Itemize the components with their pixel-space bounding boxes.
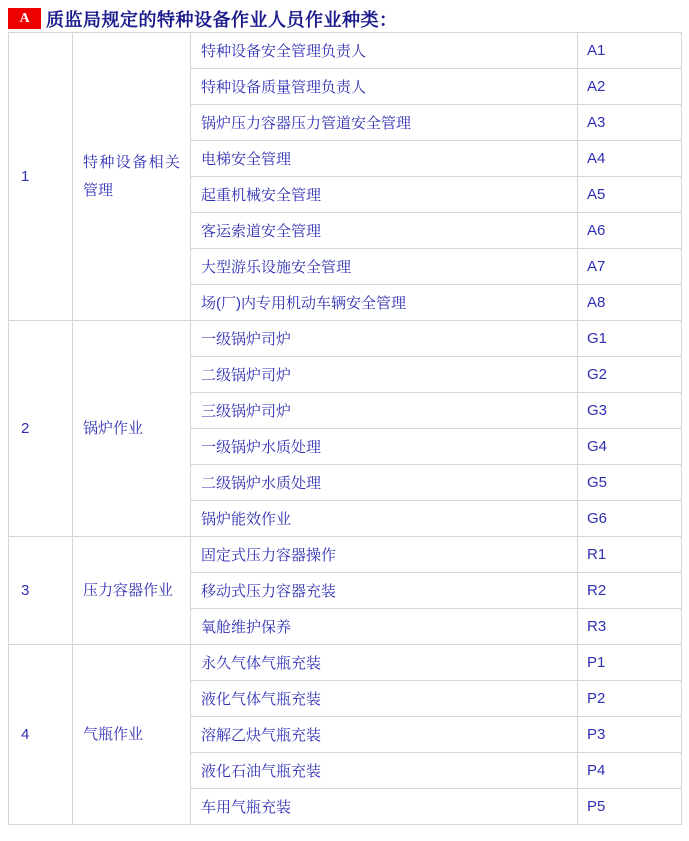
item-code-cell: R3	[578, 609, 682, 645]
table-row	[9, 321, 682, 357]
item-name-cell: 二级锅炉水质处理	[191, 465, 578, 501]
group-number-cell: 1	[9, 33, 73, 321]
item-name-cell: 一级锅炉水质处理	[191, 429, 578, 465]
item-code-cell: P5	[578, 789, 682, 825]
item-code-cell: G3	[578, 393, 682, 429]
item-code-cell: G1	[578, 321, 682, 357]
item-name-cell: 溶解乙炔气瓶充装	[191, 717, 578, 753]
item-name-cell: 场(厂)内专用机动车辆安全管理	[191, 285, 578, 321]
group-category-cell: 压力容器作业	[73, 537, 191, 645]
item-name-cell: 永久气体气瓶充装	[191, 645, 578, 681]
group-category-cell: 气瓶作业	[73, 645, 191, 825]
item-code-cell: G4	[578, 429, 682, 465]
item-name-cell: 移动式压力容器充装	[191, 573, 578, 609]
group-category-cell: 锅炉作业	[73, 321, 191, 537]
item-name-cell: 特种设备质量管理负责人	[191, 69, 578, 105]
item-name-cell: 二级锅炉司炉	[191, 357, 578, 393]
item-name-cell: 特种设备安全管理负责人	[191, 33, 578, 69]
item-code-cell: A5	[578, 177, 682, 213]
item-code-cell: A4	[578, 141, 682, 177]
table-row	[9, 537, 682, 573]
table-row	[9, 645, 682, 681]
item-code-cell: G2	[578, 357, 682, 393]
category-table	[8, 32, 682, 825]
item-code-cell: P3	[578, 717, 682, 753]
item-code-cell: G6	[578, 501, 682, 537]
item-name-cell: 电梯安全管理	[191, 141, 578, 177]
item-code-cell: G5	[578, 465, 682, 501]
item-code-cell: A6	[578, 213, 682, 249]
item-name-cell: 液化气体气瓶充装	[191, 681, 578, 717]
item-name-cell: 固定式压力容器操作	[191, 537, 578, 573]
item-name-cell: 车用气瓶充装	[191, 789, 578, 825]
page-title: 质监局规定的特种设备作业人员作业种类：	[46, 9, 398, 30]
item-code-cell: P2	[578, 681, 682, 717]
title-row	[8, 7, 689, 30]
item-name-cell: 锅炉能效作业	[191, 501, 578, 537]
item-code-cell: P4	[578, 753, 682, 789]
item-name-cell: 锅炉压力容器压力管道安全管理	[191, 105, 578, 141]
group-number-cell: 3	[9, 537, 73, 645]
item-name-cell: 大型游乐设施安全管理	[191, 249, 578, 285]
item-code-cell: A2	[578, 69, 682, 105]
group-number-cell: 2	[9, 321, 73, 537]
table-row	[9, 33, 682, 69]
section-badge: A	[8, 8, 41, 29]
item-code-cell: R2	[578, 573, 682, 609]
group-number-cell: 4	[9, 645, 73, 825]
item-name-cell: 客运索道安全管理	[191, 213, 578, 249]
item-name-cell: 三级锅炉司炉	[191, 393, 578, 429]
item-name-cell: 一级锅炉司炉	[191, 321, 578, 357]
item-name-cell: 液化石油气瓶充装	[191, 753, 578, 789]
item-name-cell: 氧舱维护保养	[191, 609, 578, 645]
item-code-cell: R1	[578, 537, 682, 573]
item-code-cell: P1	[578, 645, 682, 681]
item-code-cell: A3	[578, 105, 682, 141]
item-code-cell: A1	[578, 33, 682, 69]
item-code-cell: A7	[578, 249, 682, 285]
group-category-cell: 特种设备相关管理	[73, 33, 191, 321]
item-code-cell: A8	[578, 285, 682, 321]
item-name-cell: 起重机械安全管理	[191, 177, 578, 213]
category-table-body	[9, 33, 682, 825]
